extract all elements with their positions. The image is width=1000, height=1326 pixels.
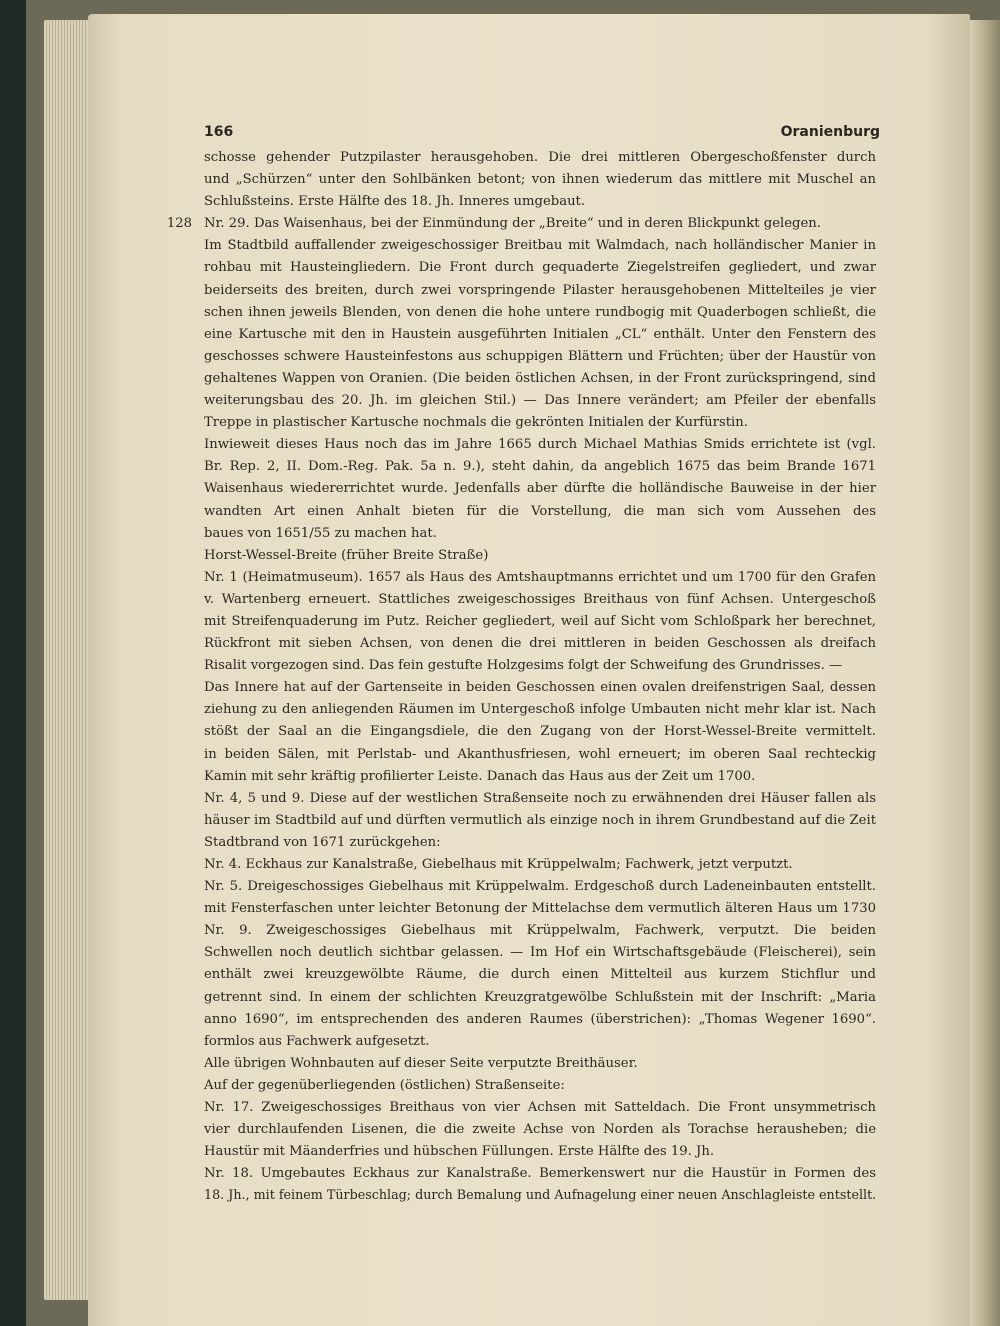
line-text: 18. Jh., mit feinem Türbeschlag; durch Bemalung und Aufnagelung einer neuen Anschlagleiste entstellt.: [204, 1188, 877, 1204]
line-text: Haustür mit Mäanderfries und hübschen Füllungen. Erste Hälfte des 19. Jh.: [204, 1144, 715, 1160]
line-text: eine Kartusche mit den in Haustein ausgeführten Initialen „CL“ enthält. Unter den Fenstern des: [204, 326, 876, 342]
page-header: [204, 124, 880, 148]
line-text: Nr. 5. Dreigeschossiges Giebelhaus mit Krüppelwalm. Erdgeschoß durch Ladeneinbauten entstellt.: [204, 879, 876, 895]
text-line: [204, 633, 876, 655]
text-line: [204, 611, 876, 633]
line-text: formlos aus Fachwerk aufgesetzt.: [204, 1033, 430, 1049]
line-text: Horst-Wessel-Breite (früher Breite Straße): [204, 547, 489, 563]
line-text: und „Schürzen“ unter den Sohlbänken betont; von ihnen wiederum das mittlere mit Muschel an: [204, 172, 876, 188]
line-text: enthält zwei kreuzgewölbte Räume, die durch einen Mittelteil aus kurzem Stichflur und: [204, 967, 876, 983]
text-line: [204, 434, 876, 456]
text-line: [204, 257, 876, 279]
text-line: [204, 942, 876, 964]
text-line: [204, 523, 876, 545]
line-text: wandten Art einen Anhalt bieten für die Vorstellung, die man sich vom Aussehen des: [204, 503, 876, 519]
text-line: [204, 964, 876, 986]
line-text: baues von 1651/55 zu machen hat.: [204, 525, 437, 541]
text-line: [204, 280, 876, 302]
line-text: mit Streifenquaderung im Putz. Reicher gegliedert, weil auf Sicht vom Schloßpark her berechnet,: [204, 613, 876, 629]
line-text: Auf der gegenüberliegenden (östlichen) Straßenseite:: [204, 1077, 565, 1093]
text-line: [204, 324, 876, 346]
line-text: Stadtbrand von 1671 zurückgehen:: [204, 834, 441, 850]
text-line: [204, 920, 876, 942]
text-line: [204, 876, 876, 898]
line-text: vier durchlaufenden Lisenen, die die zweite Achse von Norden als Torachse herausheben; die: [204, 1122, 876, 1138]
text-line: [204, 744, 876, 766]
text-line: [204, 147, 876, 169]
line-text: Das Innere hat auf der Gartenseite in beiden Geschossen einen ovalen dreifenstrigen Saal, dessen: [204, 680, 876, 696]
line-text: v. Wartenberg erneuert. Stattliches zweigeschossiges Breithaus von fünf Achsen. Untergeschoß: [204, 591, 876, 607]
text-line: [204, 368, 876, 390]
facing-page-edge: [970, 20, 1000, 1326]
text-line: [204, 346, 876, 368]
text-line: [204, 1009, 876, 1031]
line-text: Risalit vorgezogen sind. Das fein gestufte Holzgesims folgt der Schweifung des Grundrisses. —: [204, 658, 843, 674]
text-line: [204, 766, 876, 788]
text-line: [204, 1031, 876, 1053]
line-text: Nr. 1 (Heimatmuseum). 1657 als Haus des Amtshauptmanns errichtet und um 1700 für den Grafen: [204, 569, 876, 585]
text-line: [204, 721, 876, 743]
line-text: Schlußsteins. Erste Hälfte des 18. Jh. Inneres umgebaut.: [204, 194, 586, 210]
line-text: Nr. 17. Zweigeschossiges Breithaus von vier Achsen mit Satteldach. Die Front unsymmetrisch: [204, 1100, 876, 1116]
text-line: [204, 456, 876, 478]
line-text: Inwieweit dieses Haus noch das im Jahre 1665 durch Michael Mathias Smids errichtete ist (vgl.: [204, 437, 876, 453]
text-line: [204, 501, 876, 523]
line-text: Nr. 9. Zweigeschossiges Giebelhaus mit Krüppelwalm, Fachwerk, verputzt. Die beiden: [204, 923, 876, 939]
text-line: [204, 1141, 876, 1163]
line-text: geschosses schwere Hausteinfestons aus schuppigen Blättern und Früchten; über der Haustür von: [204, 348, 876, 364]
text-line: [204, 412, 876, 434]
text-line: [204, 589, 876, 611]
line-text: mit Fensterfaschen unter leichter Betonung der Mittelachse dem vermutlich älteren Haus um 1730: [204, 901, 876, 917]
text-line: [204, 987, 876, 1009]
text-line: [204, 567, 876, 589]
line-text: Treppe in plastischer Kartusche nochmals die gekrönten Initialen der Kurfürstin.: [204, 415, 748, 431]
text-line: [204, 655, 876, 677]
line-text: gehaltenes Wappen von Oranien. (Die beiden östlichen Achsen, in der Front zurückspringend, sind: [204, 370, 876, 386]
text-line: [204, 545, 876, 567]
margin-note: 128: [166, 216, 192, 232]
text-line: [204, 810, 876, 832]
line-text: ziehung zu den anliegenden Räumen im Untergeschoß infolge Umbauten nicht mehr klar ist. Nach: [204, 702, 876, 718]
line-text: Schwellen noch deutlich sichtbar gelassen. — Im Hof ein Wirtschaftsgebäude (Fleischerei), sein: [204, 945, 876, 961]
text-line: [166, 213, 876, 235]
line-text: Waisenhaus wiedererrichtet wurde. Jedenfalls aber dürfte die holländische Bauweise in der hier: [204, 481, 876, 497]
text-line: [204, 1053, 876, 1075]
page-body-text: [166, 147, 877, 1208]
text-line: [204, 191, 876, 213]
line-text: Nr. 29. Das Waisenhaus, bei der Einmündung der „Breite“ und in deren Blickpunkt gelegen.: [204, 216, 821, 232]
line-text: Nr. 4, 5 und 9. Diese auf der westlichen Straßenseite noch zu erwähnenden drei Häuser fallen als: [204, 790, 876, 806]
text-line: [204, 1097, 876, 1119]
line-text: rohbau mit Hausteingliedern. Die Front durch gequaderte Ziegelstreifen gegliedert, und zwar: [204, 260, 876, 276]
line-text: Nr. 4. Eckhaus zur Kanalstraße, Giebelhaus mit Krüppelwalm; Fachwerk, jetzt verputzt.: [204, 857, 793, 872]
text-line: [204, 898, 876, 920]
text-line: [204, 788, 876, 810]
line-text: weiterungsbau des 20. Jh. im gleichen Stil.) — Das Innere verändert; am Pfeiler der ebenfalls: [204, 393, 876, 409]
running-title: Oranienburg: [780, 124, 880, 140]
line-text: Rückfront mit sieben Achsen, von denen die drei mittleren in beiden Geschossen als dreifach: [204, 636, 876, 652]
text-line: [204, 699, 876, 721]
text-line: [204, 1119, 876, 1141]
line-text: Kamin mit sehr kräftig profilierter Leiste. Danach das Haus aus der Zeit um 1700.: [204, 768, 756, 784]
text-line: [204, 677, 876, 699]
line-text: anno 1690“, im entsprechenden des anderen Raumes (überstrichen): „Thomas Wegener 1690“.: [204, 1011, 876, 1027]
text-line: [204, 1185, 876, 1207]
text-line: [204, 235, 876, 257]
text-line: [204, 302, 876, 324]
text-line: [204, 390, 876, 412]
text-line: [204, 478, 876, 500]
line-text: schen ihnen jeweils Blenden, von denen die hohe untere rundbogig mit Quaderbogen schließt, die: [204, 304, 876, 320]
line-text: getrennt sind. In einem der schlichten Kreuzgratgewölbe Schlußstein mit der Inschrift: „Maria: [204, 989, 876, 1005]
line-text: schosse gehender Putzpilaster herausgehoben. Die drei mittleren Obergeschoßfenster durch: [204, 150, 876, 165]
line-text: Br. Rep. 2, II. Dom.-Reg. Pak. 5a n. 9.), steht dahin, da angeblich 1675 das beim Brande 1671: [204, 459, 876, 475]
line-text: häuser im Stadtbild auf und dürften vermutlich als einzige noch in ihrem Grundbestand auf die Zeit: [204, 812, 876, 828]
text-line: [204, 169, 876, 191]
line-text: Im Stadtbild auffallender zweigeschossiger Breitbau mit Walmdach, nach holländischer Manier in: [204, 238, 876, 254]
line-text: stößt der Saal an die Eingangsdiele, die den Zugang von der Horst-Wessel-Breite vermittelt.: [204, 724, 876, 740]
line-text: beiderseits des breiten, durch zwei vorspringende Pilaster herausgehobenen Mittelteiles je vier: [204, 282, 876, 298]
line-text: in beiden Sälen, mit Perlstab- und Akanthusfriesen, wohl erneuert; im oberen Saal rechteckig: [204, 746, 876, 762]
line-text: Alle übrigen Wohnbauten auf dieser Seite verputzte Breithäuser.: [204, 1055, 638, 1071]
text-line: [204, 1075, 876, 1097]
text-line: [204, 832, 876, 854]
page-number: 166: [204, 124, 234, 140]
text-line: [204, 854, 876, 876]
text-line: [204, 1163, 876, 1185]
line-text: Nr. 18. Umgebautes Eckhaus zur Kanalstraße. Bemerkenswert nur die Haustür in Formen des: [204, 1166, 876, 1182]
